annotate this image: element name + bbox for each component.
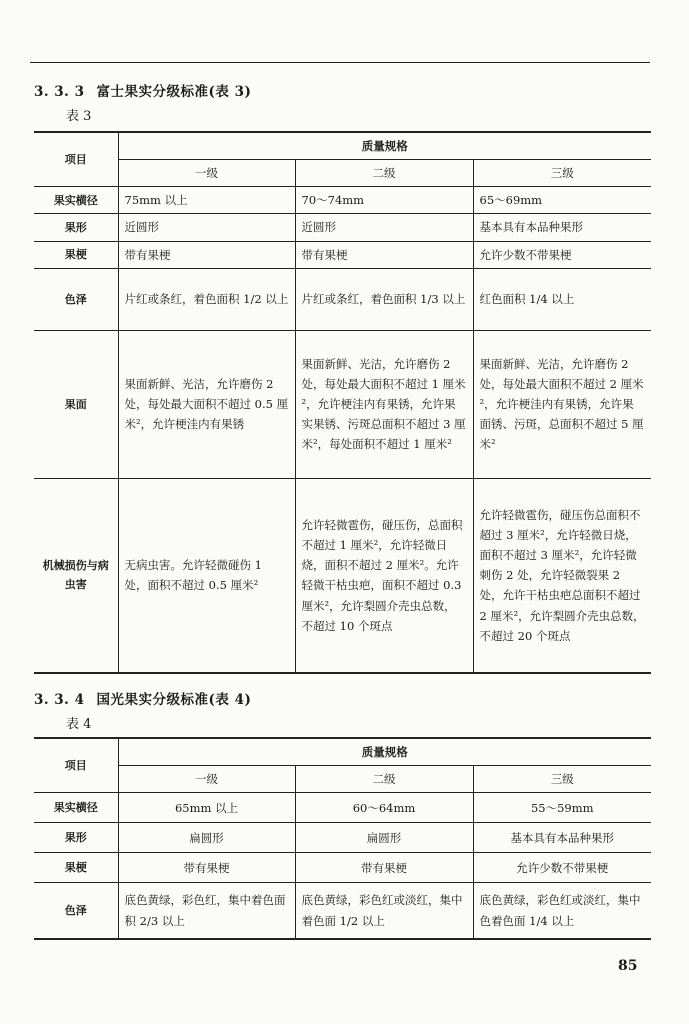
section-heading: [34, 80, 251, 100]
table-cell: 带有果梗: [295, 853, 473, 883]
row-label: 色泽: [34, 883, 118, 939]
section-number: 3. 3. 4: [34, 692, 85, 708]
table-row: [34, 478, 651, 673]
table-4: [34, 737, 651, 940]
table-row: [34, 268, 651, 330]
table-row: [34, 214, 651, 241]
table-3: [34, 131, 651, 674]
table-cell: 70～74mm: [295, 187, 473, 214]
table-cell: 带有果梗: [118, 853, 295, 883]
table-cell: 带有果梗: [295, 241, 473, 268]
table-cell: 基本具有本品种果形: [473, 214, 651, 241]
table-row: [34, 187, 651, 214]
page-number: 85: [618, 958, 638, 974]
table-cell: 果面新鲜、光洁，允许磨伤 2 处，每处最大面积不超过 2 厘米²，允许梗洼内有果锈，允许果面锈、污斑，总面积不超过 5 厘米²: [473, 330, 651, 478]
row-label: 机械损伤与病虫害: [34, 478, 118, 673]
section-heading: [34, 688, 251, 708]
table-cell: 允许少数不带果梗: [473, 853, 651, 883]
row-label: 果梗: [34, 853, 118, 883]
table-caption: 表 4: [66, 717, 92, 732]
top-rule: [30, 62, 650, 63]
table-cell: 基本具有本品种果形: [473, 823, 651, 853]
header-grade: 一级: [118, 160, 295, 187]
table-row: [34, 793, 651, 823]
table-cell: 扁圆形: [295, 823, 473, 853]
table-row: [34, 883, 651, 939]
header-grade: 三级: [473, 766, 651, 793]
header-item: 项目: [34, 132, 118, 187]
row-label: 果梗: [34, 241, 118, 268]
header-grade: 一级: [118, 766, 295, 793]
table-row: [34, 853, 651, 883]
table-row: [34, 823, 651, 853]
section-number: 3. 3. 3: [34, 84, 85, 100]
table-cell: 55～59mm: [473, 793, 651, 823]
table-cell: 果面新鲜、光洁，允许磨伤 2 处，每处最大面积不超过 1 厘米²，允许梗洼内有果锈，允许果实果锈、污斑总面积不超过 3 厘米²，每处面积不超过 1 厘米²: [295, 330, 473, 478]
section-title: 富士果实分级标准(表 3): [96, 84, 252, 100]
row-label: 果实横径: [34, 793, 118, 823]
row-label: 果形: [34, 214, 118, 241]
header-grade: 二级: [295, 766, 473, 793]
table-cell: 60～64mm: [295, 793, 473, 823]
table-cell: 底色黄绿，彩色红，集中着色面积 2/3 以上: [118, 883, 295, 939]
table-cell: 底色黄绿，彩色红或淡红，集中色着色面 1/4 以上: [473, 883, 651, 939]
header-quality: 质量规格: [118, 738, 651, 766]
table-caption: 表 3: [66, 109, 92, 124]
header-quality: 质量规格: [118, 132, 651, 160]
table-cell: 允许轻微雹伤，碰压伤，总面积不超过 1 厘米²，允许轻微日烧，面积不超过 2 厘米²。允许轻微干枯虫疤，面积不超过 0.3 厘米²，允许梨圆介壳虫总数，不超过 10 个斑点: [295, 478, 473, 673]
table-cell: 片红或条红，着色面积 1/3 以上: [295, 268, 473, 330]
table-cell: 片红或条红，着色面积 1/2 以上: [118, 268, 295, 330]
table-cell: 近圆形: [118, 214, 295, 241]
row-label: 果形: [34, 823, 118, 853]
row-label: 色泽: [34, 268, 118, 330]
section-title: 国光果实分级标准(表 4): [96, 692, 252, 708]
table-cell: 无病虫害。允许轻微碰伤 1 处，面积不超过 0.5 厘米²: [118, 478, 295, 673]
table-cell: 底色黄绿，彩色红或淡红，集中着色面 1/2 以上: [295, 883, 473, 939]
table-cell: 红色面积 1/4 以上: [473, 268, 651, 330]
table-cell: 允许少数不带果梗: [473, 241, 651, 268]
table-row: [34, 241, 651, 268]
row-label: 果面: [34, 330, 118, 478]
table-cell: 75mm 以上: [118, 187, 295, 214]
table-cell: 果面新鲜、光洁，允许磨伤 2 处，每处最大面积不超过 0.5 厘米²，允许梗洼内有果锈: [118, 330, 295, 478]
table-cell: 带有果梗: [118, 241, 295, 268]
header-item: 项目: [34, 738, 118, 793]
header-grade: 三级: [473, 160, 651, 187]
table-cell: 近圆形: [295, 214, 473, 241]
table-cell: 65mm 以上: [118, 793, 295, 823]
table-cell: 65～69mm: [473, 187, 651, 214]
table-row: [34, 330, 651, 478]
row-label: 果实横径: [34, 187, 118, 214]
header-grade: 二级: [295, 160, 473, 187]
table-cell: 允许轻微雹伤，碰压伤总面积不超过 3 厘米²，允许轻微日烧，面积不超过 3 厘米²，允许轻微刺伤 2 处，允许轻微裂果 2 处，允许干枯虫疤总面积不超过 2 厘米²，允许梨圆介壳虫总数，不超过 20 个斑点: [473, 478, 651, 673]
table-cell: 扁圆形: [118, 823, 295, 853]
